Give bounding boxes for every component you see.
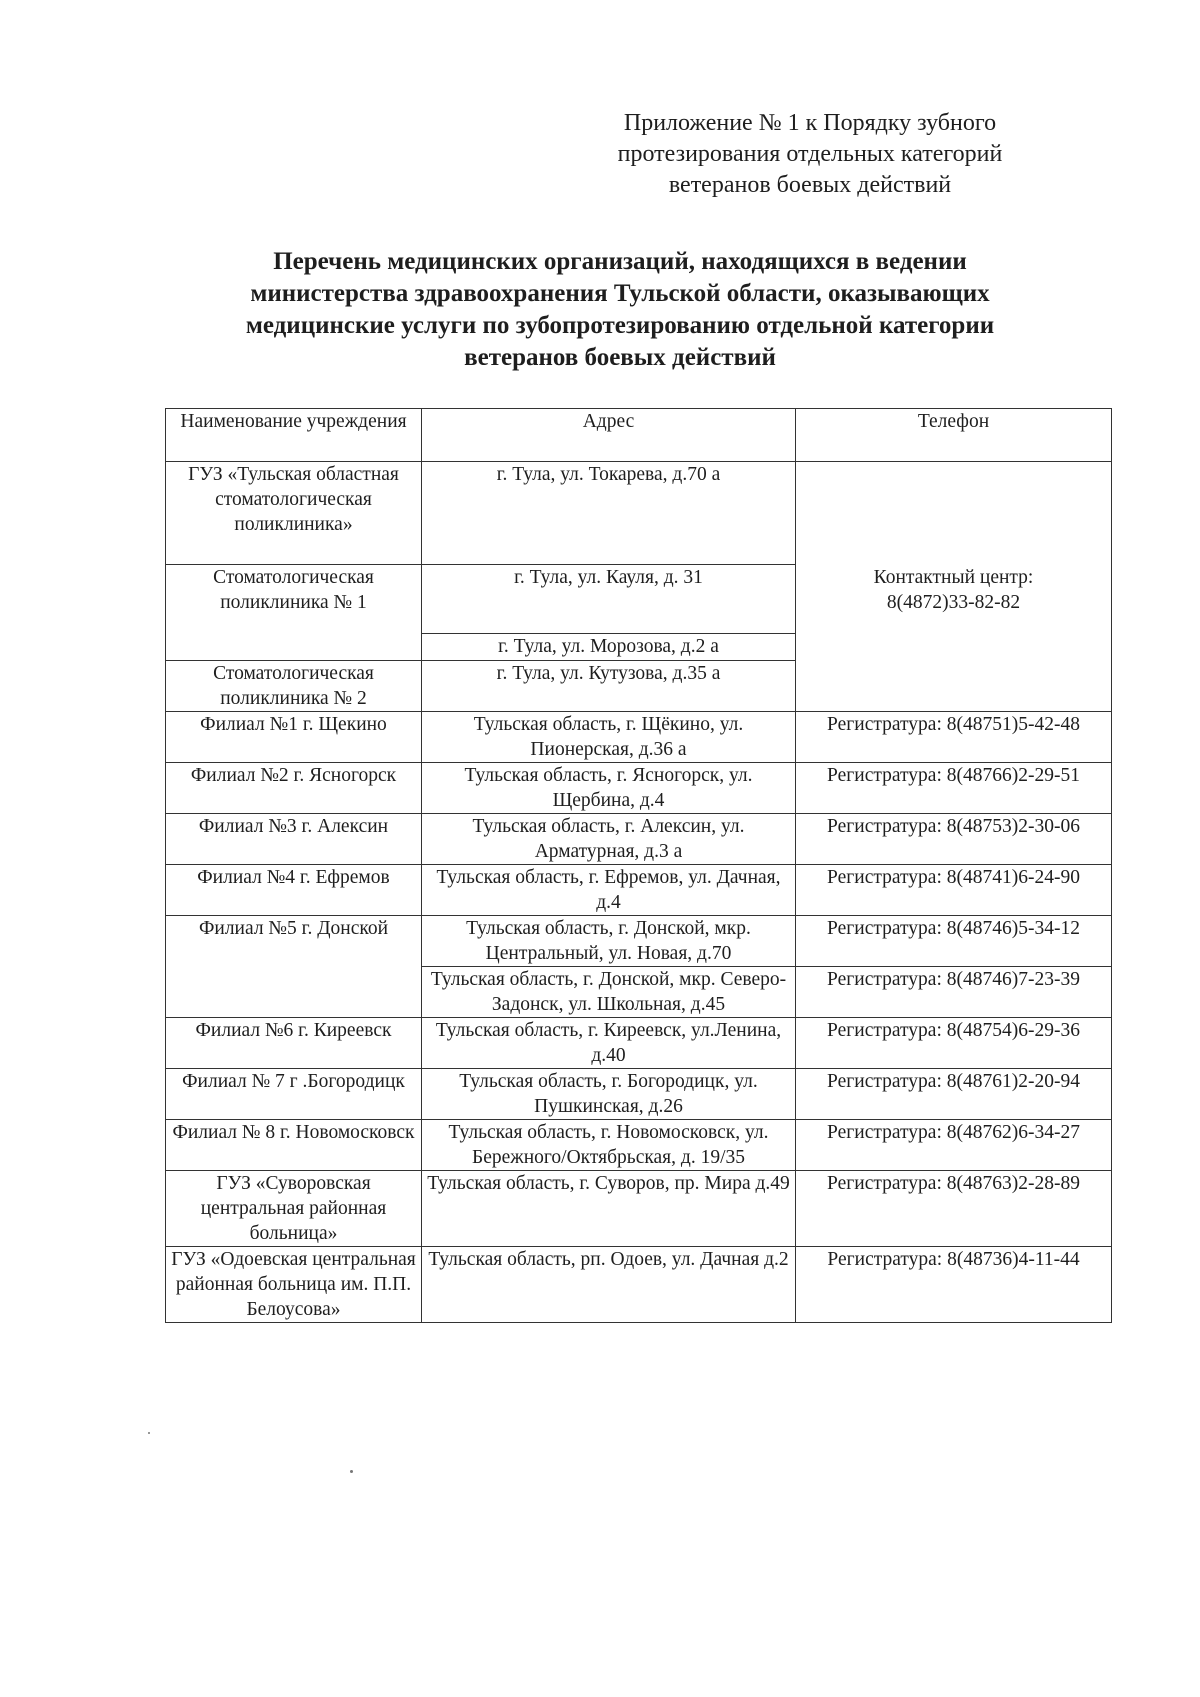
table-row bbox=[166, 462, 1112, 565]
org-name: Филиал №5 г. Донской bbox=[166, 916, 422, 1018]
org-name: Филиал №4 г. Ефремов bbox=[166, 865, 422, 916]
org-address: Тульская область, г. Киреевск, ул.Ленина, д.40 bbox=[422, 1018, 796, 1069]
header-phone: Телефон bbox=[796, 409, 1112, 462]
org-address: Тульская область, г. Донской, мкр. Северо-Задонск, ул. Школьная, д.45 bbox=[422, 967, 796, 1018]
document-title bbox=[170, 246, 1070, 374]
org-address: г. Тула, ул. Морозова, д.2 а bbox=[422, 634, 796, 661]
table-header-row bbox=[166, 409, 1112, 462]
title-line: Перечень медицинских организаций, находящихся в ведении bbox=[273, 248, 967, 275]
contact-center-cell bbox=[796, 462, 1112, 712]
org-phone: Регистратура: 8(48751)5-42-48 bbox=[796, 712, 1112, 763]
org-name: Филиал № 7 г .Богородицк bbox=[166, 1069, 422, 1120]
org-phone: Регистратура: 8(48754)6-29-36 bbox=[796, 1018, 1112, 1069]
org-address: Тульская область, г. Новомосковск, ул. Бережного/Октябрьская, д. 19/35 bbox=[422, 1120, 796, 1171]
appendix-line: Приложение № 1 к Порядку зубного bbox=[623, 110, 997, 136]
title-line: ветеранов боевых действий bbox=[464, 344, 776, 371]
table-row bbox=[166, 865, 1112, 916]
org-name: ГУЗ «Тульская областная стоматологическая поликлиника» bbox=[166, 462, 422, 565]
table-row bbox=[166, 1018, 1112, 1069]
header-address: Адрес bbox=[422, 409, 796, 462]
table-row bbox=[166, 916, 1112, 967]
org-phone: Регистратура: 8(48761)2-20-94 bbox=[796, 1069, 1112, 1120]
org-phone: Регистратура: 8(48746)7-23-39 bbox=[796, 967, 1112, 1018]
org-address: Тульская область, г. Алексин, ул. Арматурная, д.3 а bbox=[422, 814, 796, 865]
scan-speck bbox=[148, 1432, 150, 1434]
org-address: Тульская область, г. Щёкино, ул. Пионерская, д.36 а bbox=[422, 712, 796, 763]
appendix-line: протезирования отдельных категорий bbox=[617, 141, 1003, 167]
org-address: Тульская область, г. Богородицк, ул. Пушкинская, д.26 bbox=[422, 1069, 796, 1120]
organizations-table bbox=[165, 408, 1112, 1323]
org-phone: Регистратура: 8(48766)2-29-51 bbox=[796, 763, 1112, 814]
table-row bbox=[166, 814, 1112, 865]
org-address: Тульская область, рп. Одоев, ул. Дачная д.2 bbox=[422, 1247, 796, 1323]
org-phone: Регистратура: 8(48753)2-30-06 bbox=[796, 814, 1112, 865]
org-name: Филиал №6 г. Киреевск bbox=[166, 1018, 422, 1069]
org-phone: Регистратура: 8(48736)4-11-44 bbox=[796, 1247, 1112, 1323]
org-name: Филиал №1 г. Щекино bbox=[166, 712, 422, 763]
table-row bbox=[166, 1120, 1112, 1171]
org-name: Филиал №2 г. Ясногорск bbox=[166, 763, 422, 814]
contact-center-label: Контактный центр: bbox=[873, 566, 1034, 588]
org-phone: Регистратура: 8(48746)5-34-12 bbox=[796, 916, 1112, 967]
table-row bbox=[166, 1069, 1112, 1120]
org-address: г. Тула, ул. Кауля, д. 31 bbox=[422, 565, 796, 634]
org-address: Тульская область, г. Ефремов, ул. Дачная, д.4 bbox=[422, 865, 796, 916]
table-row bbox=[166, 1171, 1112, 1247]
org-address: г. Тула, ул. Кутузова, д.35 а bbox=[422, 661, 796, 712]
org-name: Филиал № 8 г. Новомосковск bbox=[166, 1120, 422, 1171]
table-row bbox=[166, 1247, 1112, 1323]
header-name: Наименование учреждения bbox=[166, 409, 422, 462]
org-address: г. Тула, ул. Токарева, д.70 а bbox=[422, 462, 796, 565]
table-row bbox=[166, 763, 1112, 814]
title-line: министерства здравоохранения Тульской области, оказывающих bbox=[250, 280, 990, 307]
org-phone: Регистратура: 8(48762)6-34-27 bbox=[796, 1120, 1112, 1171]
org-name: Стоматологическая поликлиника № 2 bbox=[166, 661, 422, 712]
org-name: ГУЗ «Одоевская центральная районная больница им. П.П. Белоусова» bbox=[166, 1247, 422, 1323]
scan-speck bbox=[350, 1470, 353, 1473]
org-phone: Регистратура: 8(48741)6-24-90 bbox=[796, 865, 1112, 916]
org-address: Тульская область, г. Ясногорск, ул. Щербина, д.4 bbox=[422, 763, 796, 814]
appendix-note bbox=[560, 108, 1060, 201]
appendix-line: ветеранов боевых действий bbox=[668, 172, 952, 198]
org-address: Тульская область, г. Суворов, пр. Мира д.49 bbox=[422, 1171, 796, 1247]
table-row bbox=[166, 712, 1112, 763]
org-address: Тульская область, г. Донской, мкр. Центральный, ул. Новая, д.70 bbox=[422, 916, 796, 967]
contact-center-phone: 8(4872)33-82-82 bbox=[886, 591, 1021, 613]
title-line: медицинские услуги по зубопротезированию отдельной категории bbox=[245, 312, 995, 339]
org-name: Филиал №3 г. Алексин bbox=[166, 814, 422, 865]
org-name: Стоматологическая поликлиника № 1 bbox=[166, 565, 422, 661]
org-name: ГУЗ «Суворовская центральная районная больница» bbox=[166, 1171, 422, 1247]
org-phone: Регистратура: 8(48763)2-28-89 bbox=[796, 1171, 1112, 1247]
